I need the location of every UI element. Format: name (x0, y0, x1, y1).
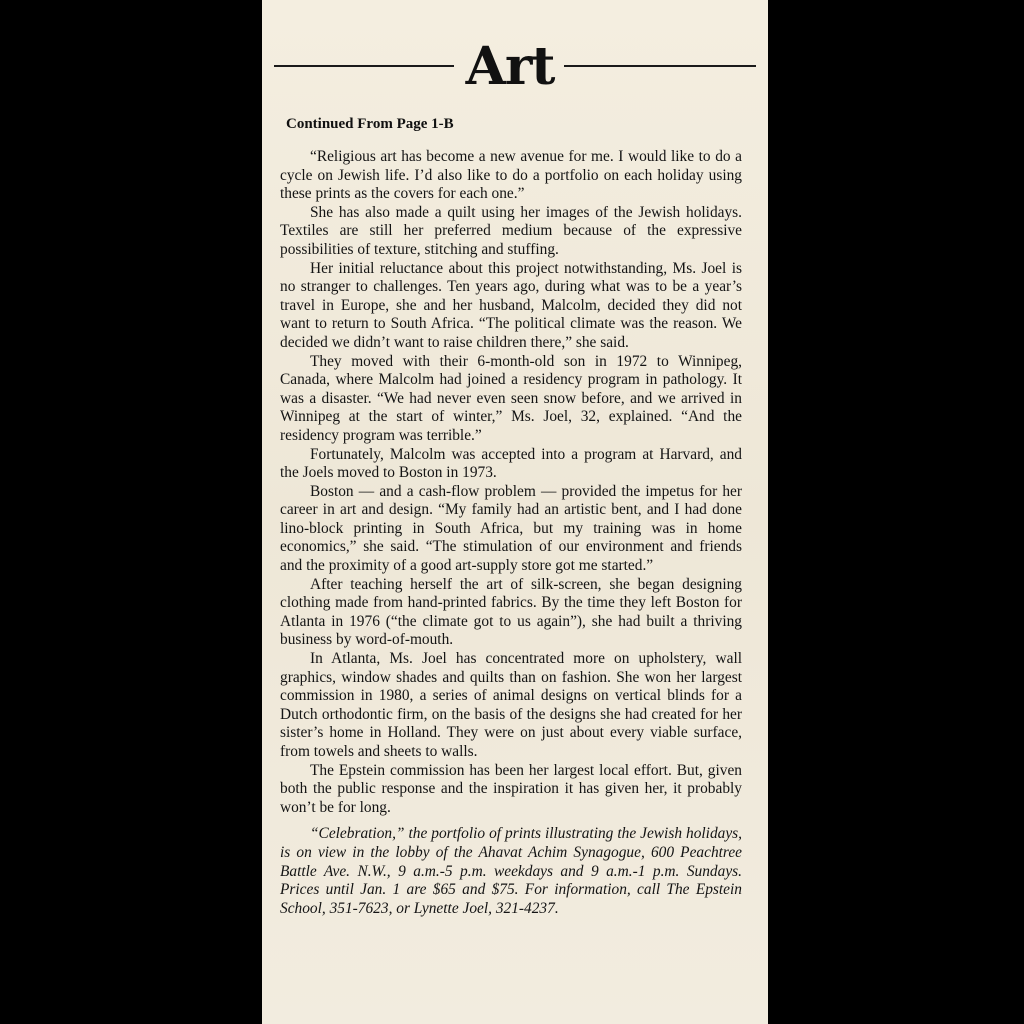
paragraph: Fortunately, Malcolm was accepted into a program at Harvard, and the Joels moved to Boston in 1973. (280, 445, 742, 482)
article-body (280, 148, 742, 918)
paragraph: She has also made a quilt using her images of the Jewish holidays. Textiles are still her preferred medium because of the expressive possibilities of texture, stitching and stuffing. (280, 203, 742, 258)
header-rule-right (564, 65, 756, 67)
exhibit-note: “Celebration,” the portfolio of prints illustrating the Jewish holidays, is on view in the lobby of the Ahavat Achim Synagogue, 600 Peachtree Battle Ave. N.W., 9 a.m.-5 p.m. weekdays and 9 a.m.-1 p.m. Sundays. Prices until Jan. 1 are $65 and $75. For information, call The Epstein School, 351-7623, or Lynette Joel, 321-4237. (280, 825, 742, 917)
paragraph: After teaching herself the art of silk-screen, she began designing clothing made from hand-printed fabrics. By the time they left Boston for Atlanta in 1976 (“the climate got to us again”), she had built a thriving business by word-of-mouth. (280, 575, 742, 649)
newspaper-clipping (262, 0, 768, 1024)
paragraph: The Epstein commission has been her largest local effort. But, given both the public response and the inspiration it has given her, it probably won’t be for long. (280, 761, 742, 816)
section-title: Art (465, 36, 555, 97)
continued-line: Continued From Page 1-B (286, 116, 454, 132)
section-header (272, 36, 758, 98)
header-rule-left (274, 65, 454, 67)
paragraph: Boston — and a cash-flow problem — provided the impetus for her career in art and design. “My family had an artistic bent, and I had done lino-block printing in South Africa, but my training was in home economics,” she said. “The stimulation of our environment and friends and the proximity of a good art-supply store got me started.” (280, 482, 742, 575)
paragraph: “Religious art has become a new avenue for me. I would like to do a cycle on Jewish life. I’d also like to do a portfolio on each holiday using these prints as the covers for each one.” (280, 148, 742, 203)
paragraph: Her initial reluctance about this project notwithstanding, Ms. Joel is no stranger to challenges. Ten years ago, during what was to be a year’s travel in Europe, she and her husband, Malcolm, decided they did not want to return to South Africa. “The political climate was the reason. We decided we didn’t want to raise children there,” she said. (280, 259, 742, 351)
paragraph: In Atlanta, Ms. Joel has concentrated more on upholstery, wall graphics, window shades and quilts than on fashion. She won her largest commission in 1980, a series of animal designs on vertical blinds for a Dutch orthodontic firm, on the basis of the designs she had created for her sister’s home in Holland. They were on just about every viable surface, from towels and sheets to walls. (280, 650, 742, 760)
paragraph: They moved with their 6-month-old son in 1972 to Winnipeg, Canada, where Malcolm had joined a residency program in pathology. It was a disaster. “We had never even seen snow before, and we arrived in Winnipeg at the start of winter,” Ms. Joel, 32, explained. “And the residency program was terrible.” (280, 352, 742, 444)
